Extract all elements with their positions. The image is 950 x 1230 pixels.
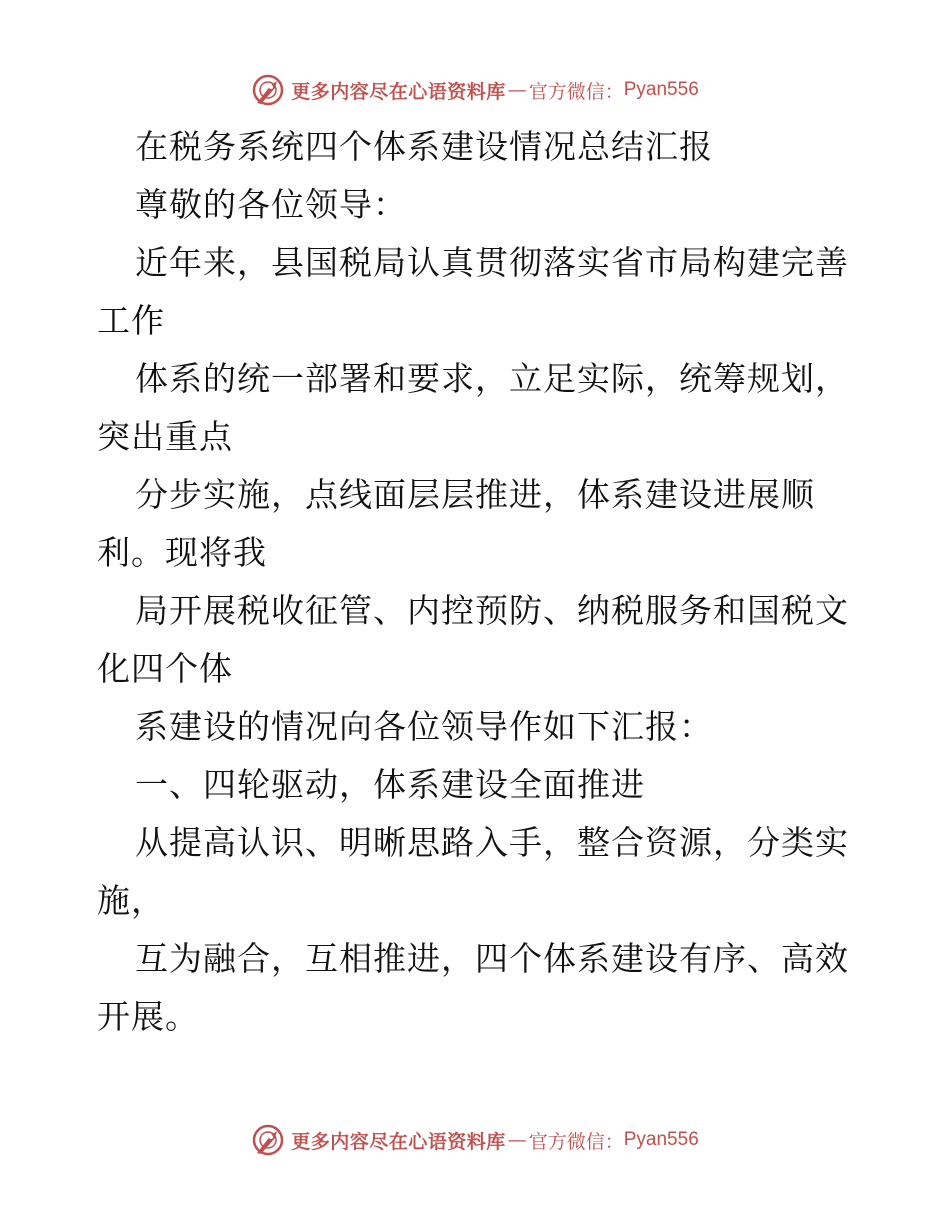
banner-wechat-id: Pyan556 (623, 79, 699, 100)
document-line: 利。现将我 (97, 533, 267, 572)
document-line: 体系的统一部署和要求，立足实际，统筹规划， (135, 359, 849, 398)
banner-title: 更多内容尽在心语资料库 (291, 80, 506, 103)
footer-banner (0, 1120, 950, 1160)
document-line: 一、四轮驱动，体系建设全面推进 (135, 765, 645, 804)
banner-separator: — (507, 1129, 527, 1151)
document-line: 局开展税收征管、内控预防、纳税服务和国税文 (135, 591, 849, 630)
document-line: 近年来，县国税局认真贯彻落实省市局构建完善 (135, 243, 849, 282)
document-line: 分步实施，点线面层层推进，体系建设进展顺 (135, 475, 815, 514)
header-banner (0, 70, 950, 110)
document-line: 从提高认识、明晰思路入手，整合资源，分类实 (135, 823, 849, 862)
document-line: 尊敬的各位领导： (135, 185, 407, 224)
document-line: 互为融合，互相推进，四个体系建设有序、高效 (135, 939, 849, 978)
document-line: 在税务系统四个体系建设情况总结汇报 (135, 127, 713, 166)
banner-wechat-label: 官方微信： (528, 1130, 624, 1153)
document-line: 施， (97, 881, 165, 920)
document-line: 突出重点 (97, 417, 233, 456)
banner-wechat-label: 官方微信： (528, 80, 624, 103)
document-line: 化四个体 (97, 649, 233, 688)
banner-separator: — (507, 79, 527, 101)
document-line: 系建设的情况向各位领导作如下汇报： (135, 707, 713, 746)
banner-title: 更多内容尽在心语资料库 (291, 1130, 506, 1153)
document-line: 开展。 (97, 997, 199, 1036)
banner-wechat-id: Pyan556 (623, 1129, 699, 1150)
document-body (97, 118, 857, 1046)
document-line: 工作 (97, 301, 165, 340)
pen-logo-icon (251, 1123, 285, 1157)
pen-logo-icon (251, 73, 285, 107)
